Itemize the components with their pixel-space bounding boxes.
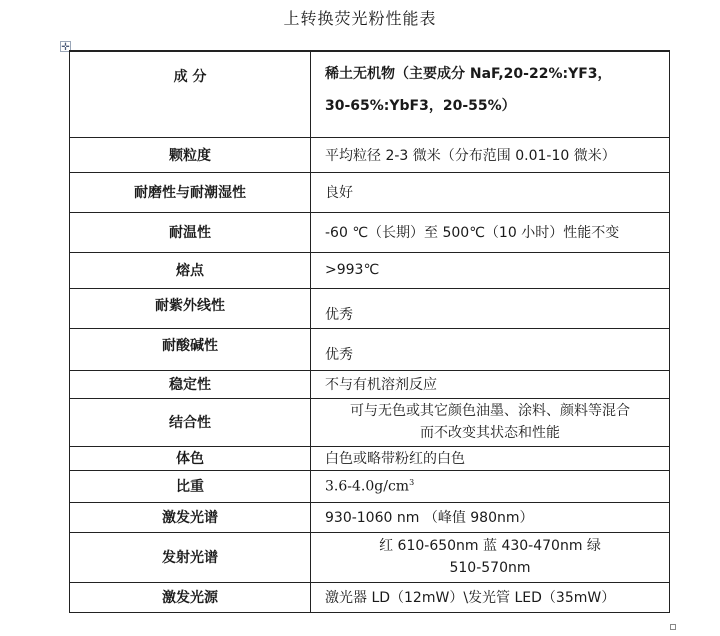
row-value [311, 51, 670, 137]
row-value: 不与有机溶剂反应 [311, 370, 670, 398]
row-value: 平均粒径 2-3 微米（分布范围 0.01-10 微米） [311, 137, 670, 172]
table-row [70, 172, 670, 212]
row-key: 激发光谱 [70, 502, 311, 532]
row-value [311, 470, 670, 502]
density-unit-exponent: 3 [409, 477, 415, 487]
row-key: 发射光谱 [70, 532, 311, 582]
row-key: 体色 [70, 446, 311, 470]
row-key: 比重 [70, 470, 311, 502]
row-key: 耐酸碱性 [70, 328, 311, 370]
document-title: 上转换荧光粉性能表 [283, 9, 437, 28]
properties-table [69, 50, 670, 613]
value-line: 510-570nm [449, 560, 531, 576]
row-key: 耐温性 [70, 212, 311, 252]
table-row [70, 51, 670, 137]
value-line: 30-65%:YbF3，20-55%） [325, 98, 516, 114]
table-move-handle-icon[interactable]: ✛ [61, 42, 70, 53]
table-row [70, 252, 670, 288]
table-row [70, 502, 670, 532]
table-row [70, 446, 670, 470]
row-key: 颗粒度 [70, 137, 311, 172]
row-value: 激光器 LD（12mW）\发光管 LED（35mW） [311, 582, 670, 612]
table-row [70, 582, 670, 612]
table-row [70, 398, 670, 446]
row-value: 白色或略带粉红的白色 [311, 446, 670, 470]
row-value: 优秀 [311, 328, 670, 370]
density-value: 3.6-4.0g/cm [325, 478, 410, 495]
value-line: 可与无色或其它颜色油墨、涂料、颜料等混合 [350, 403, 630, 419]
row-value [311, 532, 670, 582]
row-value: -60 ℃（长期）至 500℃（10 小时）性能不变 [311, 212, 670, 252]
table-row [70, 470, 670, 502]
table-row [70, 532, 670, 582]
table-row [70, 328, 670, 370]
row-value: 930-1060 nm （峰值 980nm） [311, 502, 670, 532]
value-line: 红 610-650nm 蓝 430-470nm 绿 [379, 538, 601, 554]
row-value [311, 398, 670, 446]
table-row [70, 137, 670, 172]
table-row [70, 288, 670, 328]
table-row [70, 370, 670, 398]
row-value: 优秀 [311, 288, 670, 328]
row-key: 耐紫外线性 [70, 288, 311, 328]
row-key: 稳定性 [70, 370, 311, 398]
value-line: 而不改变其状态和性能 [420, 425, 560, 441]
row-key: 激发光源 [70, 582, 311, 612]
row-value: 良好 [311, 172, 670, 212]
row-key: 结合性 [70, 398, 311, 446]
row-key: 成 分 [70, 51, 311, 137]
table-resize-handle[interactable] [670, 624, 676, 630]
row-key: 熔点 [70, 252, 311, 288]
table-row [70, 212, 670, 252]
value-line: 稀土无机物（主要成分 NaF,20-22%:YF3， [325, 66, 612, 82]
row-key: 耐磨性与耐潮湿性 [70, 172, 311, 212]
row-value: >993℃ [311, 252, 670, 288]
